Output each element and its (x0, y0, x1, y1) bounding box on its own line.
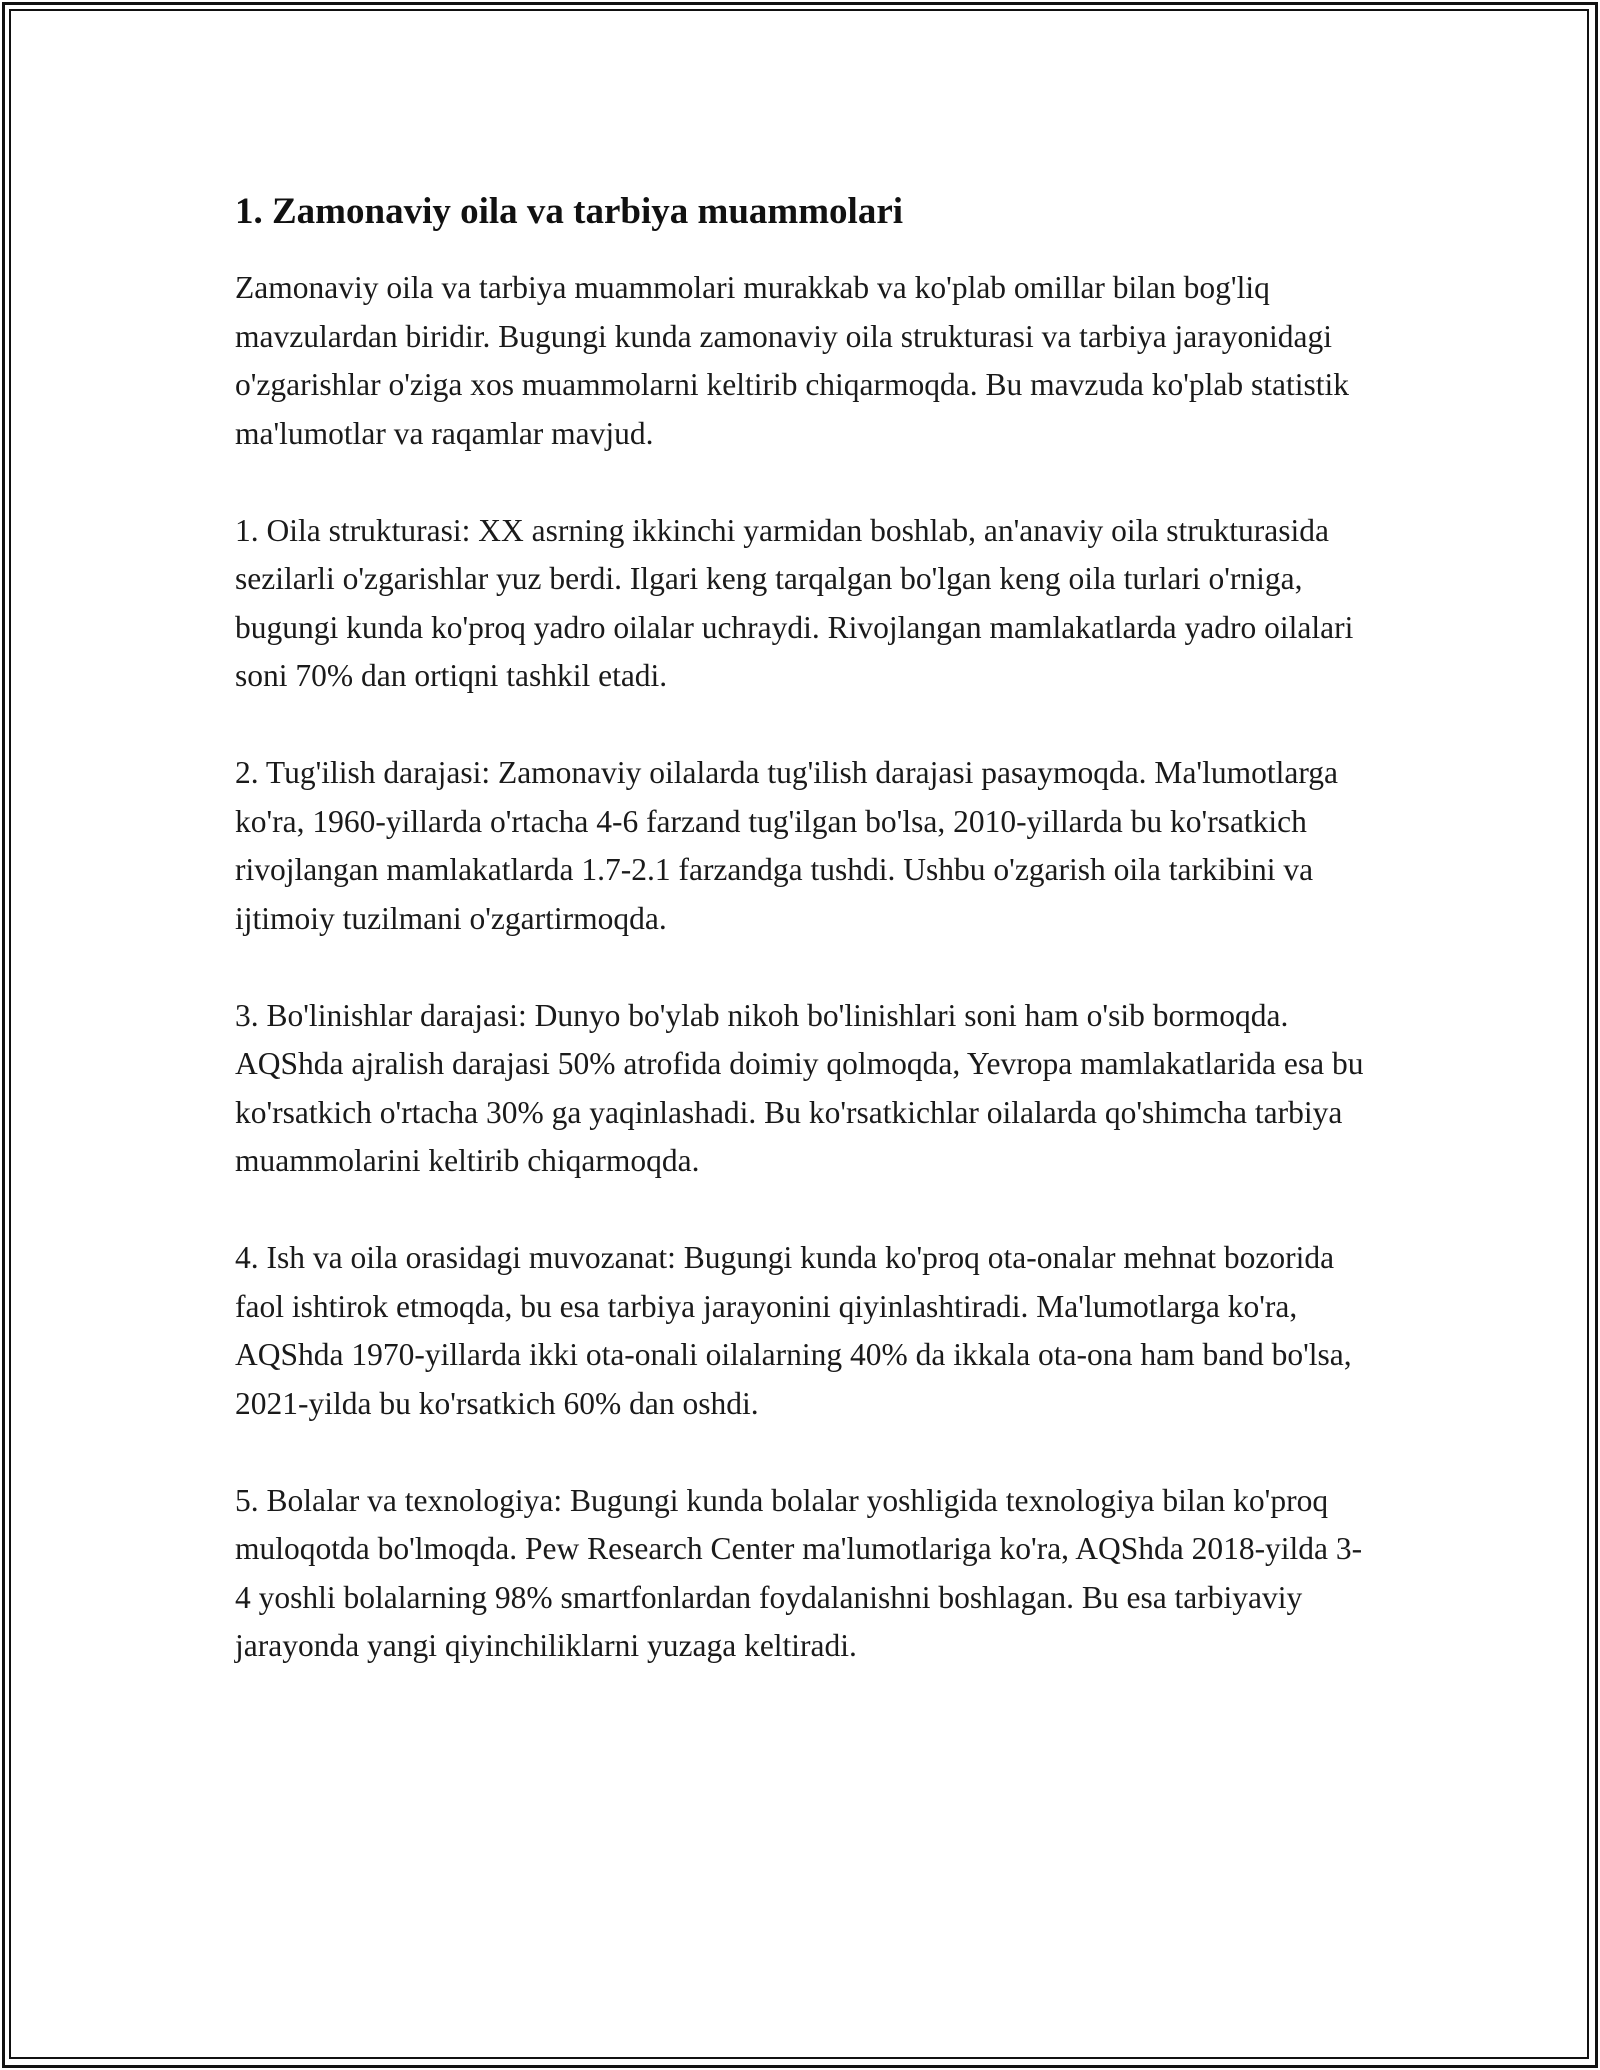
paragraph-work-family-balance: 4. Ish va oila orasidagi muvozanat: Bugungi kunda ko'proq ota-onalar mehnat bozorida faol ishtirok etmoqda, bu esa tarbiya jarayonini qiyinlashtiradi. Ma'lumotlarga ko'ra, AQShda 1970-yillarda ikki ota-onali oilalarning 40% da ikkala ota-ona ham band bo'lsa, 2021-yilda bu ko'rsatkich 60% dan oshdi. (235, 1240, 1352, 1421)
paragraph-family-structure: 1. Oila strukturasi: XX asrning ikkinchi yarmidan boshlab, an'anaviy oila strukturasida sezilarli o'zgarishlar yuz berdi. Ilgari keng tarqalgan bo'lgan keng oila turlari o'rniga, bugungi kunda ko'proq yadro oilalar uchraydi. Rivojlangan mamlakatlarda yadro oilalari soni 70% dan ortiqni tashkil etadi. (235, 512, 1354, 693)
paragraph-divorce-rate: 3. Bo'linishlar darajasi: Dunyo bo'ylab nikoh bo'linishlari soni ham o'sib bormoqda. AQShda ajralish darajasi 50% atrofida doimiy qolmoqda, Yevropa mamlakatlarida esa bu ko'rsatkich o'rtacha 30% ga yaqinlashadi. Bu ko'rsatkichlar oilalarda qo'shimcha tarbiya muammolarini keltirib chiqarmoqda. (235, 997, 1364, 1178)
paragraph-birth-rate: 2. Tug'ilish darajasi: Zamonaviy oilalarda tug'ilish darajasi pasaymoqda. Ma'lumotlarga ko'ra, 1960-yillarda o'rtacha 4-6 farzand tug'ilgan bo'lsa, 2010-yillarda bu ko'rsatkich rivojlangan mamlakatlarda 1.7-2.1 farzandga tushdi. Ushbu o'zgarish oila tarkibini va ijtimoiy tuzilmani o'zgartirmoqda. (235, 755, 1338, 936)
document-body (235, 188, 1375, 1719)
document-title: 1. Zamonaviy oila va tarbiya muammolari (235, 191, 904, 232)
intro-paragraph: Zamonaviy oila va tarbiya muammolari murakkab va ko'plab omillar bilan bog'liq mavzulardan biridir. Bugungi kunda zamonaviy oila strukturasi va tarbiya jarayonidagi o'zgarishlar o'ziga xos muammolarni keltirib chiqarmoqda. Bu mavzuda ko'plab statistik ma'lumotlar va raqamlar mavjud. (235, 270, 1350, 451)
paragraph-children-technology: 5. Bolalar va texnologiya: Bugungi kunda bolalar yoshligida texnologiya bilan ko'proq muloqotda bo'lmoqda. Pew Research Center ma'lumotlariga ko'ra, AQShda 2018-yilda 3-4 yoshli bolalarning 98% smartfonlardan foydalanishni boshlagan. Bu esa tarbiyaviy jarayonda yangi qiyinchiliklarni yuzaga keltiradi. (235, 1482, 1363, 1663)
